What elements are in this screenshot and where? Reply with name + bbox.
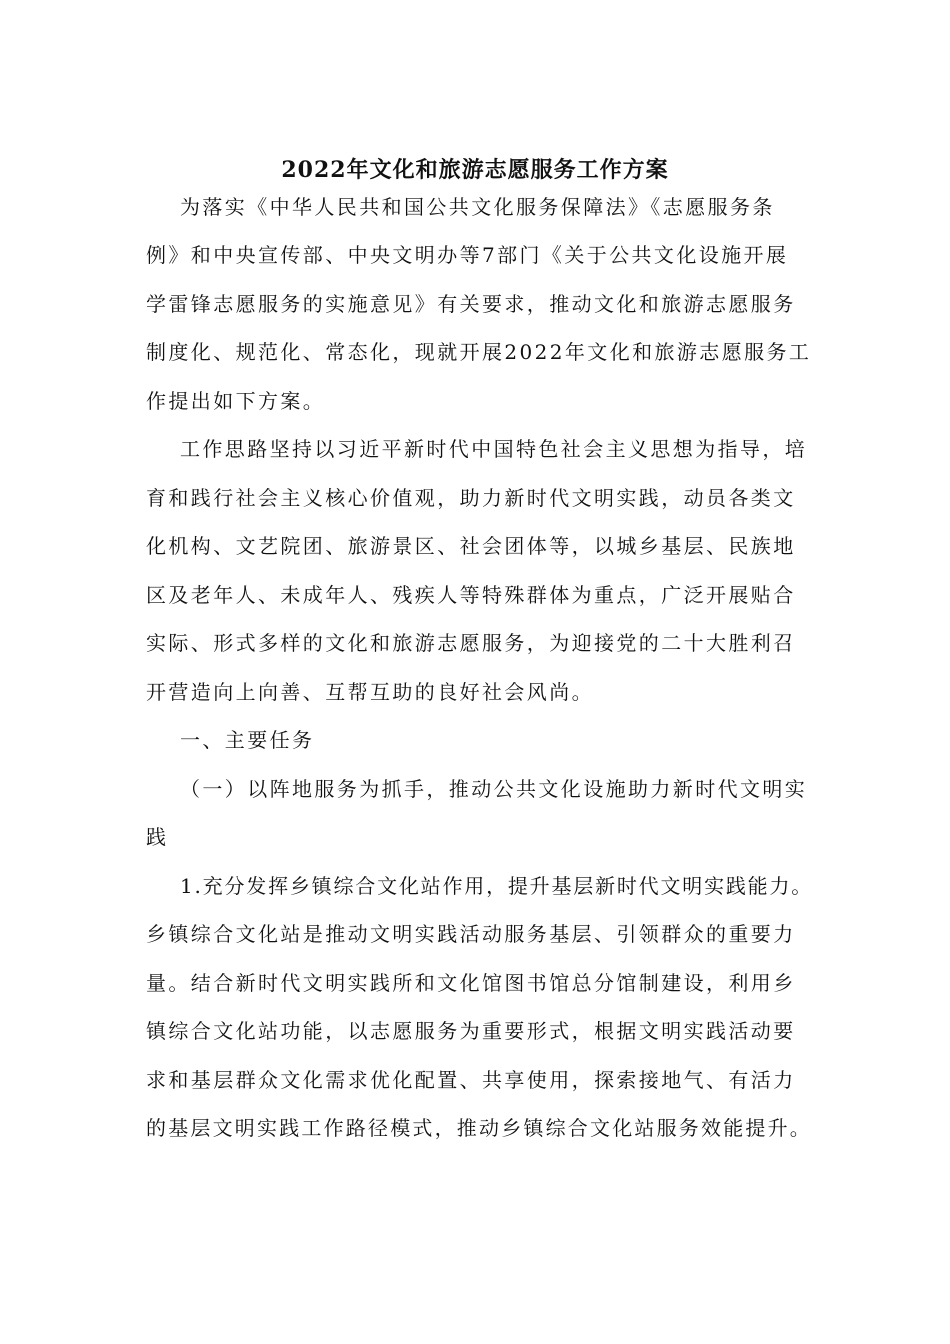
paragraph-2-line-6: 开营造向上向善、互帮互助的良好社会风尚。 xyxy=(146,680,594,704)
paragraph-3-line-3: 量。结合新时代文明实践所和文化馆图书馆总分馆制建设，利用乡 xyxy=(146,971,796,995)
paragraph-3-line-2: 乡镇综合文化站是推动文明实践活动服务基层、引领群众的重要力 xyxy=(146,922,796,946)
subsection-heading-line-2: 践 xyxy=(146,825,169,849)
paragraph-3-line-4: 镇综合文化站功能，以志愿服务为重要形式，根据文明实践活动要 xyxy=(146,1019,796,1043)
paragraph-1-line-3: 学雷锋志愿服务的实施意见》有关要求，推动文化和旅游志愿服务 xyxy=(146,292,796,316)
paragraph-2-line-3: 化机构、文艺院团、旅游景区、社会团体等，以城乡基层、民族地 xyxy=(146,534,796,558)
subsection-heading-line-1: （一）以阵地服务为抓手，推动公共文化设施助力新时代文明实 xyxy=(180,777,808,801)
paragraph-3-line-6: 的基层文明实践工作路径模式，推动乡镇综合文化站服务效能提升。 xyxy=(146,1116,812,1140)
section-heading: 一、主要任务 xyxy=(180,728,315,752)
paragraph-1-line-4: 制度化、规范化、常态化，现就开展2022年文化和旅游志愿服务工 xyxy=(146,340,812,364)
paragraph-2-line-1: 工作思路坚持以习近平新时代中国特色社会主义思想为指导，培 xyxy=(180,437,808,461)
paragraph-3-line-5: 求和基层群众文化需求优化配置、共享使用，探索接地气、有活力 xyxy=(146,1068,796,1092)
document-title: 2022年文化和旅游志愿服务工作方案 xyxy=(281,157,669,183)
paragraph-1-line-1: 为落实《中华人民共和国公共文化服务保障法》《志愿服务条 xyxy=(180,195,775,219)
paragraph-1-line-2: 例》和中央宣传部、中央文明办等7部门《关于公共文化设施开展 xyxy=(146,243,789,267)
paragraph-1-line-5: 作提出如下方案。 xyxy=(146,389,326,413)
paragraph-2-line-2: 育和践行社会主义核心价值观，助力新时代文明实践，动员各类文 xyxy=(146,486,796,510)
paragraph-2-line-4: 区及老年人、未成年人、残疾人等特殊群体为重点，广泛开展贴合 xyxy=(146,583,796,607)
paragraph-3-line-1: 1.充分发挥乡镇综合文化站作用，提升基层新时代文明实践能力。 xyxy=(180,874,814,898)
paragraph-2-line-5: 实际、形式多样的文化和旅游志愿服务，为迎接党的二十大胜利召 xyxy=(146,631,796,655)
